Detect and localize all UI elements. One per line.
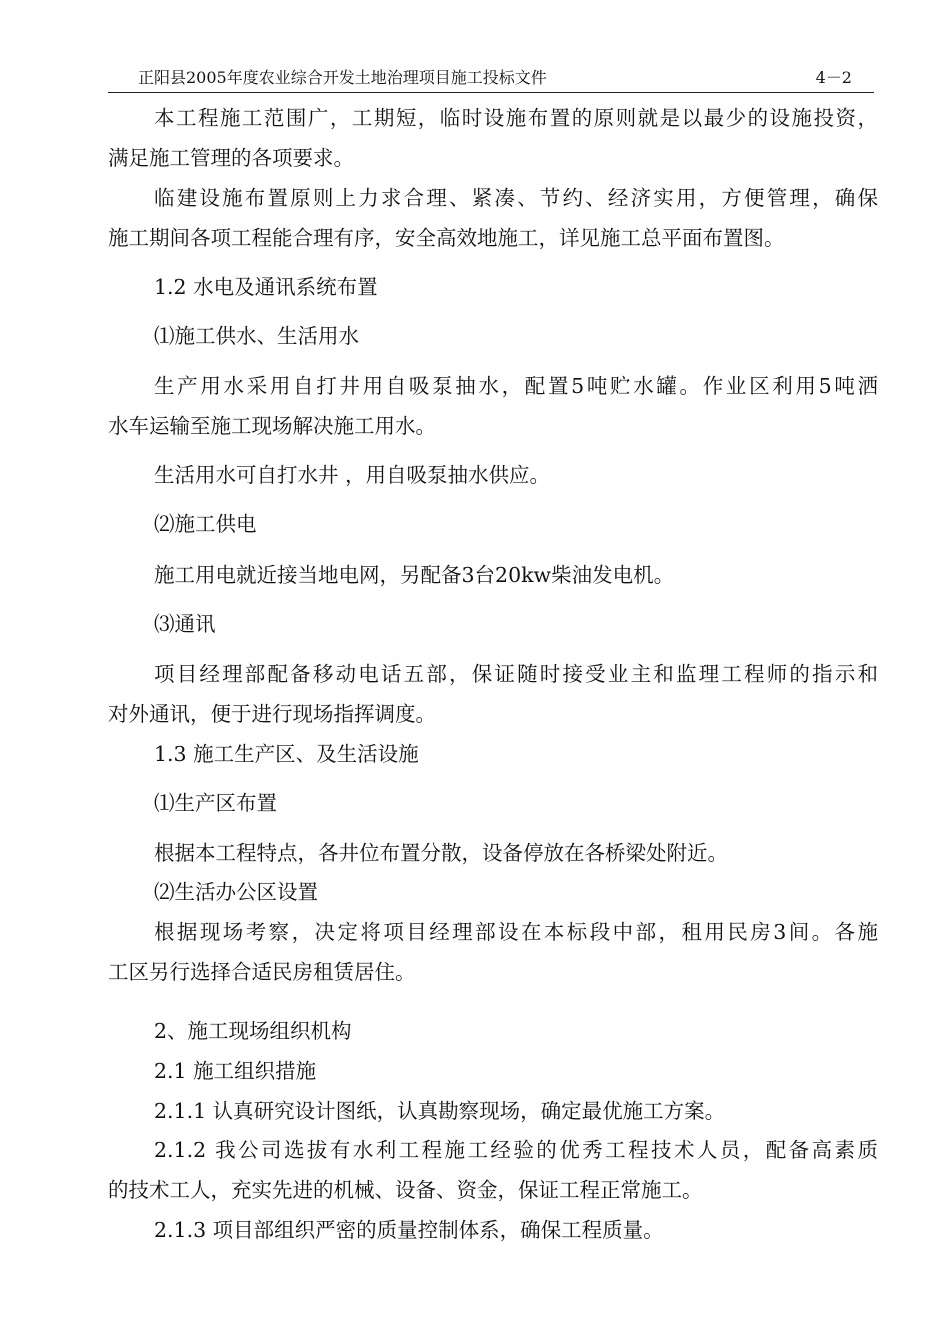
section-heading: 2、施工现场组织机构 [154, 1019, 352, 1043]
section-heading: 2.1 施工组织措施 [154, 1059, 317, 1083]
paragraph-line: 2.1.2 我公司选拔有水利工程施工经验的优秀工程技术人员，配备高素质 [154, 1138, 878, 1162]
paragraph-line: 水车运输至施工现场解决施工用水。 [108, 414, 436, 438]
paragraph-line: 满足施工管理的各项要求。 [108, 146, 354, 170]
paragraph-line: 工区另行选择合适民房租赁居住。 [108, 960, 416, 984]
subsection-heading: ⑴生产区布置 [154, 791, 277, 815]
paragraph-line: 根据本工程特点，各井位布置分散，设备停放在各桥梁处附近。 [154, 841, 728, 865]
paragraph-line: 施工期间各项工程能合理有序，安全高效地施工，详见施工总平面布置图。 [108, 226, 785, 250]
paragraph-line: 临建设施布置原则上力求合理、紧凑、节约、经济实用，方便管理，确保 [154, 186, 878, 210]
subsection-heading: ⑵施工供电 [154, 512, 257, 536]
header-page-number: 4－2 [815, 68, 852, 87]
paragraph-line: 根据现场考察，决定将项目经理部设在本标段中部，租用民房3间。各施 [154, 920, 878, 944]
section-heading: 1.3 施工生产区、及生活设施 [154, 742, 419, 766]
paragraph-line: 的技术工人，充实先进的机械、设备、资金，保证工程正常施工。 [108, 1178, 703, 1202]
paragraph-line: 生活用水可自打水井 ，用自吸泵抽水供应。 [154, 463, 551, 487]
paragraph-line: 2.1.3 项目部组织严密的质量控制体系，确保工程质量。 [154, 1218, 664, 1242]
page-header [108, 64, 874, 93]
paragraph-line: 项目经理部配备移动电话五部，保证随时接受业主和监理工程师的指示和 [154, 662, 878, 686]
paragraph-line: 2.1.1 认真研究设计图纸，认真勘察现场，确定最优施工方案。 [154, 1099, 726, 1123]
paragraph-line: 施工用电就近接当地电网，另配备3台20kw柴油发电机。 [154, 563, 675, 587]
section-heading: 1.2 水电及通讯系统布置 [154, 275, 378, 299]
subsection-heading: ⑴施工供水、生活用水 [154, 324, 359, 348]
paragraph-line: 本工程施工范围广，工期短，临时设施布置的原则就是以最少的设施投资， [154, 106, 878, 130]
paragraph-line: 对外通讯，便于进行现场指挥调度。 [108, 702, 436, 726]
paragraph-line: 生产用水采用自打井用自吸泵抽水，配置5吨贮水罐。作业区利用5吨洒 [154, 374, 878, 398]
header-title: 正阳县2005年度农业综合开发土地治理项目施工投标文件 [138, 68, 547, 87]
subsection-heading: ⑵生活办公区设置 [154, 880, 318, 904]
subsection-heading: ⑶通讯 [154, 612, 216, 636]
